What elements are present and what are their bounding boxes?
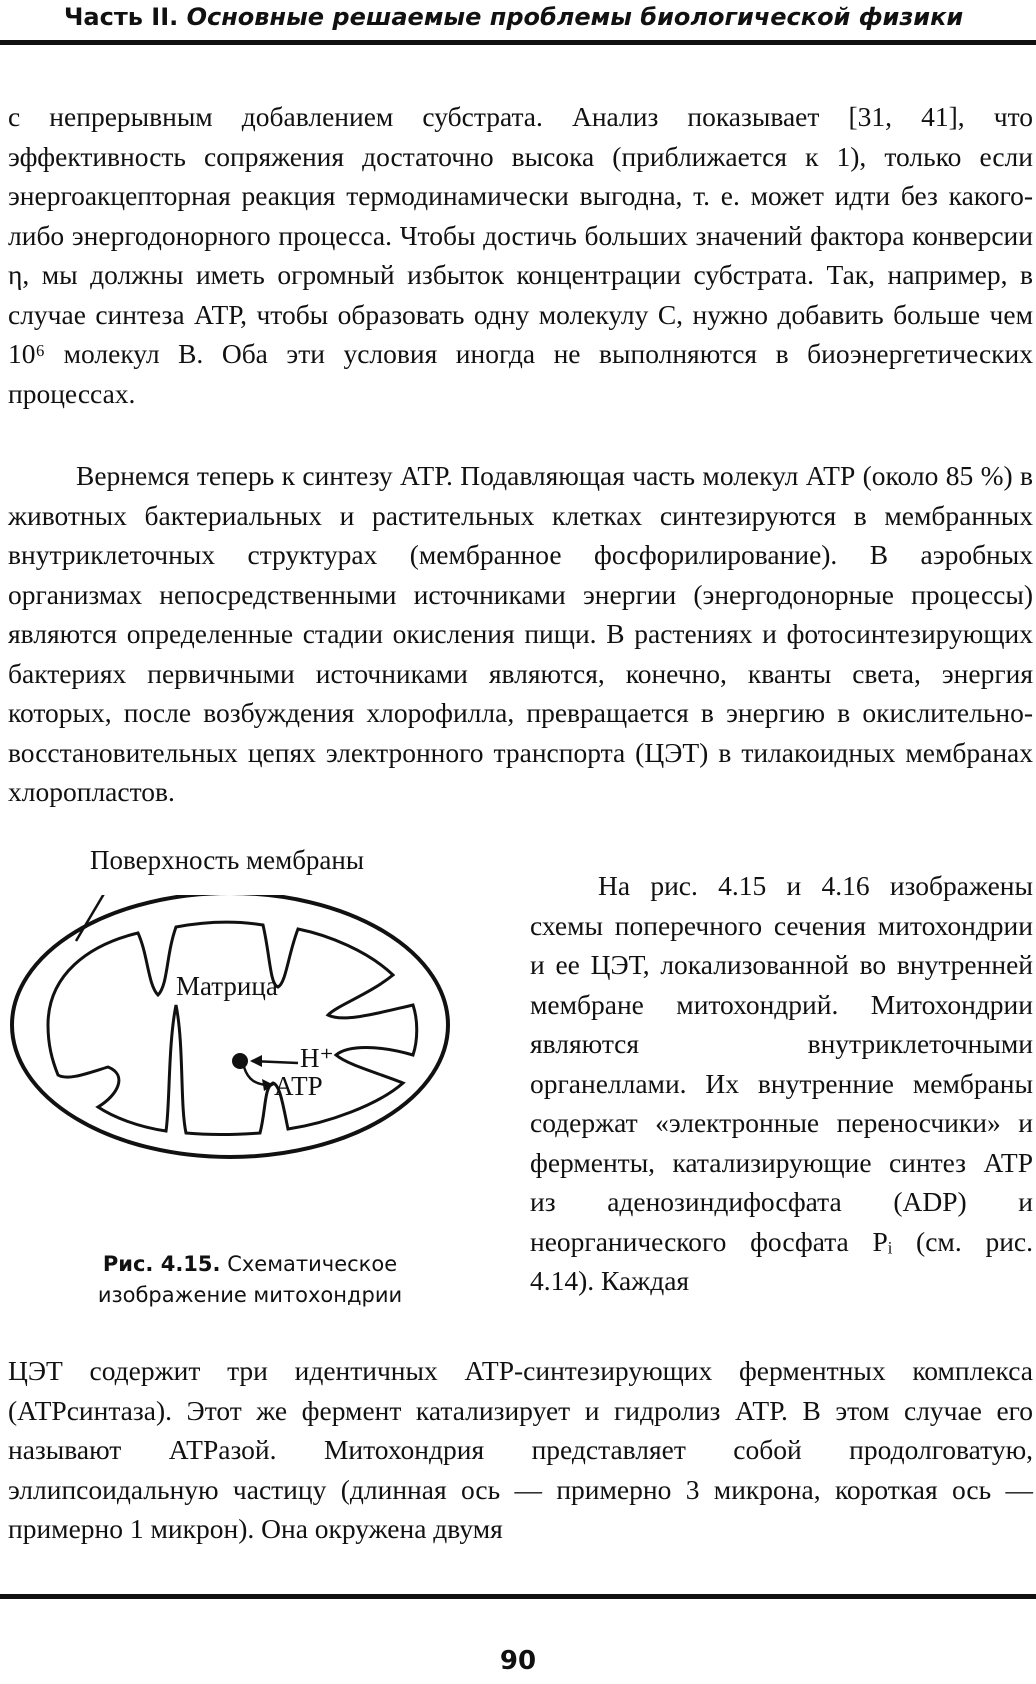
running-header bbox=[64, 2, 994, 32]
caption-number: Рис. 4.15. bbox=[102, 1252, 221, 1276]
page-number: 90 bbox=[499, 1646, 537, 1676]
header-rule bbox=[0, 40, 1036, 45]
label-membrane-surface: Поверхность мембраны bbox=[90, 845, 365, 875]
header-part: Часть II. bbox=[64, 3, 179, 31]
footer-rule bbox=[0, 1594, 1036, 1599]
figure-caption bbox=[50, 1249, 450, 1311]
label-atp: АТР bbox=[274, 1071, 323, 1101]
paragraph-2: Вернемся теперь к синтезу АТР. Подавляющая часть молекул АТР (около 85 %) в животных бактериальных и растительных клетках синтезируются в мембранных внутриклеточных структурах (мембранное фосфорилирование). В аэробных организмах непосредственными источниками энергии (энергодонорные процессы) являются определенные стадии окисления пищи. В растениях и фотосинтезирующих бактериях первичными источниками являются, конечно, кванты света, энергия которых, после возбуждения хлорофилла, превращается в энергию в окислительно-восстановительных цепях электронного транспорта (ЦЭТ) в тилакоидных мембранах хлоропластов. bbox=[8, 460, 1033, 807]
paragraph-1: с непрерывным добавлением субстрата. Анализ показывает [31, 41], что эффективность сопряжения достаточно высока (приближается к 1), только если энергоакцепторная реакция термодинамически выгодна, т. е. может идти без какого-либо энергодонорного процесса. Чтобы достичь больших значений фактора конверсии η, мы должны иметь огромный избыток концентрации субстрата. Так, например, в случае синтеза АТР, чтобы образовать одну молекулу С, нужно добавить больше чем 10⁶ молекул В. Оба эти условия иногда не выполняются в биоэнергетических процессах. bbox=[8, 101, 1033, 409]
inner-membrane-cristae bbox=[48, 922, 417, 1134]
outer-membrane bbox=[12, 895, 448, 1157]
header-title: Основные решаемые проблемы биологической физики bbox=[186, 3, 964, 31]
label-matrix: Матрица bbox=[176, 971, 278, 1001]
paragraph-3-wrapped: На рис. 4.15 и 4.16 изображены схемы поперечного сечения митохондрии и ее ЦЭТ, локализованной во внутренней мембране митохондрий. Митохондрии являются внутриклеточными органеллами. Их внутренние мембраны содержат «электронные переносчики» и ферменты, катализирующие синтез АТР из аденозиндифосфата (ADP) и неорганического фосфата Pᵢ (см. рис. 4.14). Каждая bbox=[530, 870, 1033, 1296]
paragraph-3-continued: ЦЭТ содержит три идентичных АТР-синтезирующих ферментных комплекса (АТРсинтаза). Этот же фермент катализирует и гидролиз АТР. В этом случае его называют АТРазой. Митохондрия представляет собой продолговатую, эллипсоидальную частицу (длинная ось — примерно 3 микрона, короткая ось — примерно 1 микрон). Она окружена двумя bbox=[8, 1355, 1033, 1544]
proton-arrow-head bbox=[250, 1055, 262, 1067]
label-proton: H⁺ bbox=[300, 1043, 334, 1073]
atp-synthase-marker bbox=[232, 1053, 248, 1069]
caption-text: Схематическое изображение митохондрии bbox=[97, 1252, 403, 1307]
